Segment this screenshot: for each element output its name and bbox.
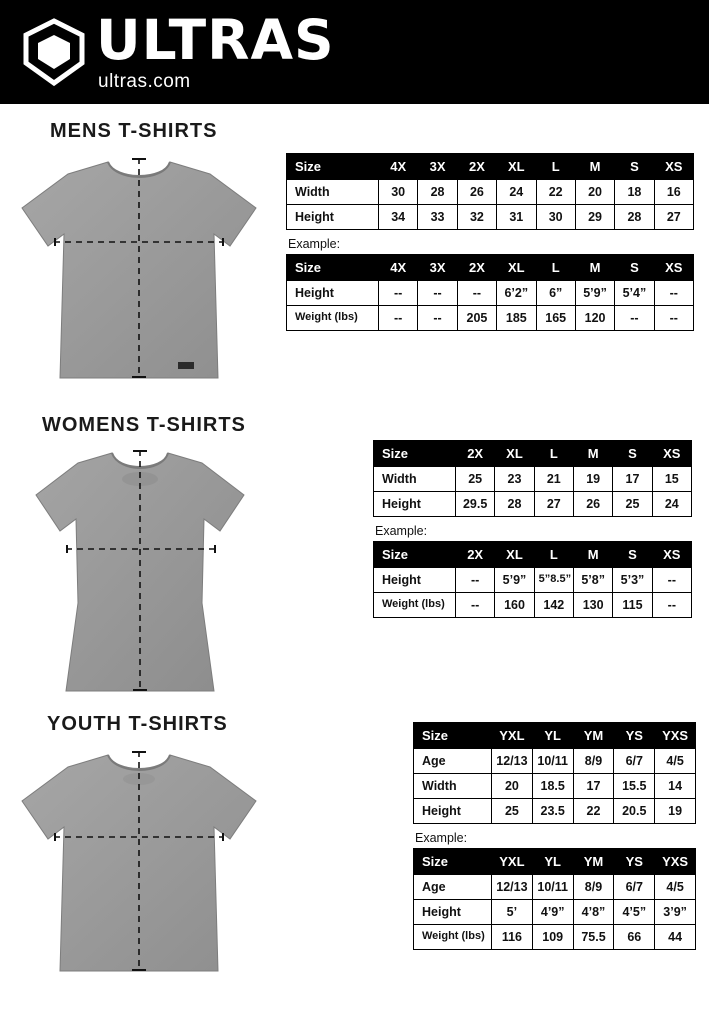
mens-example-label: Example: <box>288 237 341 251</box>
youth-example-table <box>413 848 696 950</box>
table-row: Height 29.5 28 27 26 25 24 <box>374 492 692 517</box>
mens-tables <box>286 153 696 331</box>
table-row: Width 25 23 21 19 17 15 <box>374 467 692 492</box>
youth-tshirt-illustration <box>8 745 273 995</box>
mens-example-table <box>286 254 694 331</box>
table-header-row: Size 2X XL L M S XS <box>374 441 692 467</box>
table-header-row: Size YXL YL YM YS YXS <box>414 849 696 875</box>
table-header-row: Size YXL YL YM YS YXS <box>414 723 696 749</box>
mens-tshirt-illustration <box>8 150 273 405</box>
table-header-row: Size 4X 3X 2X XL L M S XS <box>287 255 694 281</box>
youth-tables <box>413 722 698 950</box>
youth-example-label: Example: <box>415 831 468 845</box>
table-row: Weight (lbs) -- -- 205 185 165 120 -- -- <box>287 306 694 331</box>
table-row: Height -- -- -- 6’2” 6” 5’9” 5’4” -- <box>287 281 694 306</box>
table-row: Height 25 23.5 22 20.5 19 <box>414 799 696 824</box>
womens-example-table <box>373 541 692 618</box>
ultras-shield-icon <box>18 16 90 88</box>
table-row: Age 12/13 10/11 8/9 6/7 4/5 <box>414 749 696 774</box>
womens-tshirt-illustration <box>20 443 260 713</box>
womens-example-label: Example: <box>375 524 428 538</box>
mens-size-table <box>286 153 694 230</box>
brand-wordmark <box>96 8 335 92</box>
table-row: Age 12/13 10/11 8/9 6/7 4/5 <box>414 875 696 900</box>
youth-section-title: YOUTH T-SHIRTS <box>47 713 228 735</box>
mens-section-title: MENS T-SHIRTS <box>50 120 218 142</box>
table-row: Weight (lbs) -- 160 142 130 115 -- <box>374 593 692 618</box>
table-row: Width 30 28 26 24 22 20 18 16 <box>287 180 694 205</box>
table-header-row: Size 2X XL L M S XS <box>374 542 692 568</box>
table-header-row: Size 4X 3X 2X XL L M S XS <box>287 154 694 180</box>
brand-website: ultras.com <box>98 71 191 92</box>
table-row: Width 20 18.5 17 15.5 14 <box>414 774 696 799</box>
womens-section-title: WOMENS T-SHIRTS <box>42 414 246 436</box>
table-row: Height 5’ 4’9” 4’8” 4’5” 3’9” <box>414 900 696 925</box>
table-row: Height 34 33 32 31 30 29 28 27 <box>287 205 694 230</box>
table-row: Height -- 5’9” 5”8.5” 5’8” 5’3” -- <box>374 568 692 593</box>
youth-size-table <box>413 722 696 824</box>
table-row: Weight (lbs) 116 109 75.5 66 44 <box>414 925 696 950</box>
brand-header <box>0 0 709 104</box>
brand-name: ULTRAS <box>96 8 335 72</box>
womens-tables <box>373 440 693 618</box>
womens-size-table <box>373 440 692 517</box>
